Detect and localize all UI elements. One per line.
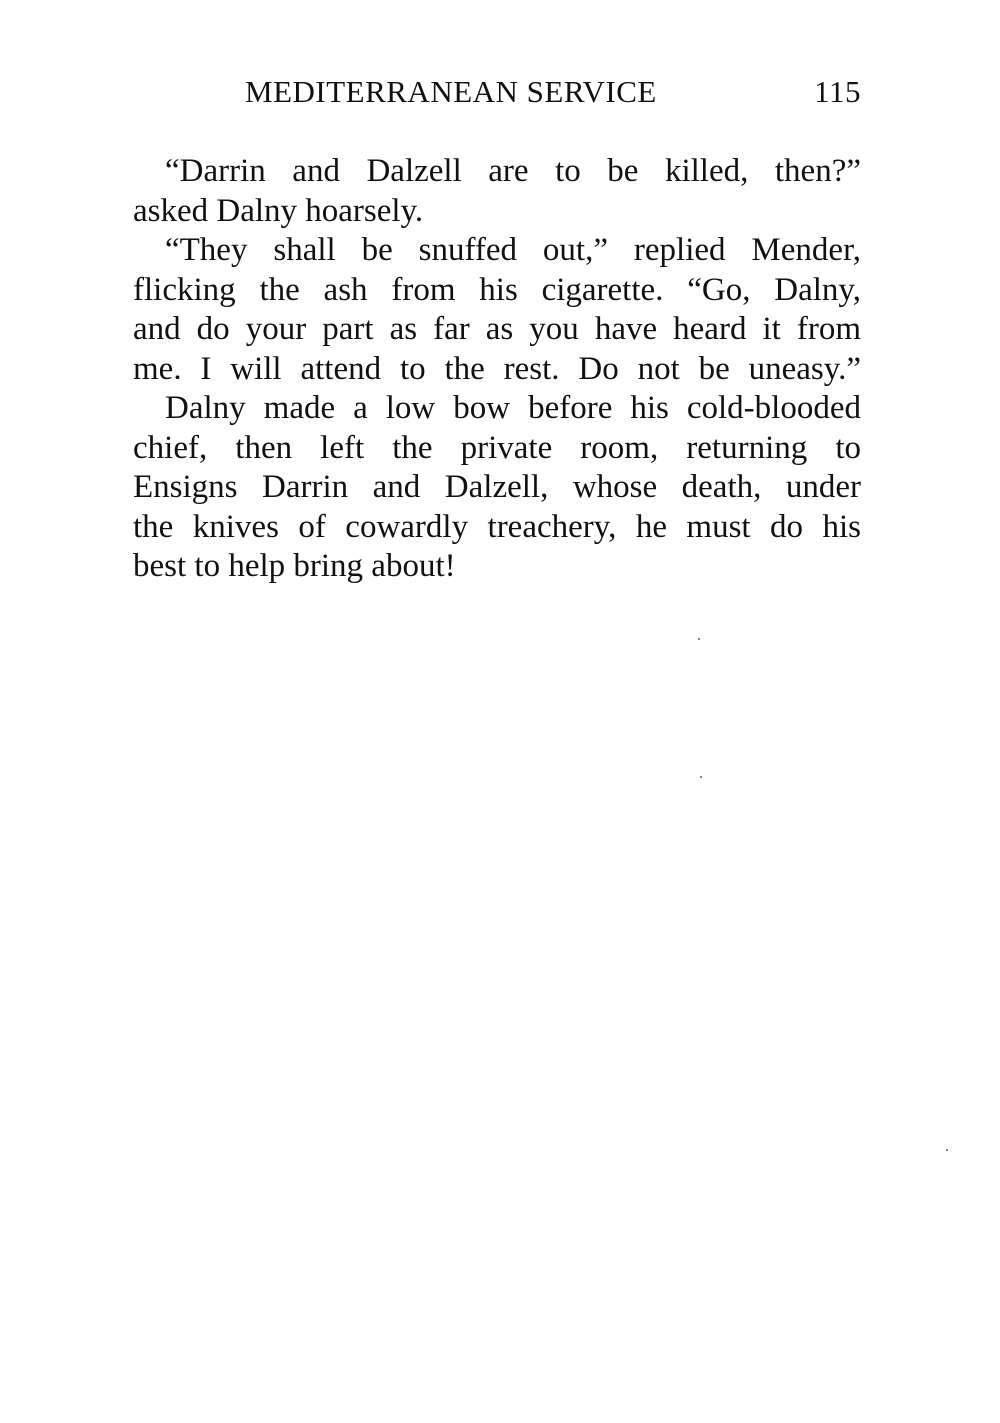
body-text (133, 152, 861, 587)
paragraph-2 (133, 231, 861, 389)
text-line: flicking the ash from his cigarette. “Go, Dalny, (133, 271, 861, 308)
text-line: Ensigns Darrin and Dalzell, whose death, under (133, 469, 861, 505)
chapter-title: MEDITERRANEAN SERVICE (245, 74, 657, 109)
text-line: best to help bring about! (133, 548, 456, 584)
running-head (245, 74, 861, 114)
text-line: me. I will attend to the rest. Do not be uneasy.” (133, 350, 861, 387)
scan-speck (946, 1149, 948, 1151)
paragraph-3 (133, 389, 861, 587)
text-line: the knives of cowardly treachery, he must do his (133, 508, 861, 545)
text-line: and do your part as far as you have heard it from (133, 311, 861, 347)
scan-speck (698, 638, 700, 640)
scan-speck (700, 776, 702, 778)
text-line: “They shall be snuffed out,” replied Mender, (165, 232, 861, 268)
text-line: chief, then left the private room, returning to (133, 429, 861, 466)
paragraph-1 (133, 152, 861, 231)
text-line: Dalny made a low bow before his cold-blooded (165, 390, 861, 426)
page-number: 115 (814, 74, 861, 109)
text-line: “Darrin and Dalzell are to be killed, then?” (165, 153, 861, 189)
text-line: asked Dalny hoarsely. (133, 192, 424, 229)
